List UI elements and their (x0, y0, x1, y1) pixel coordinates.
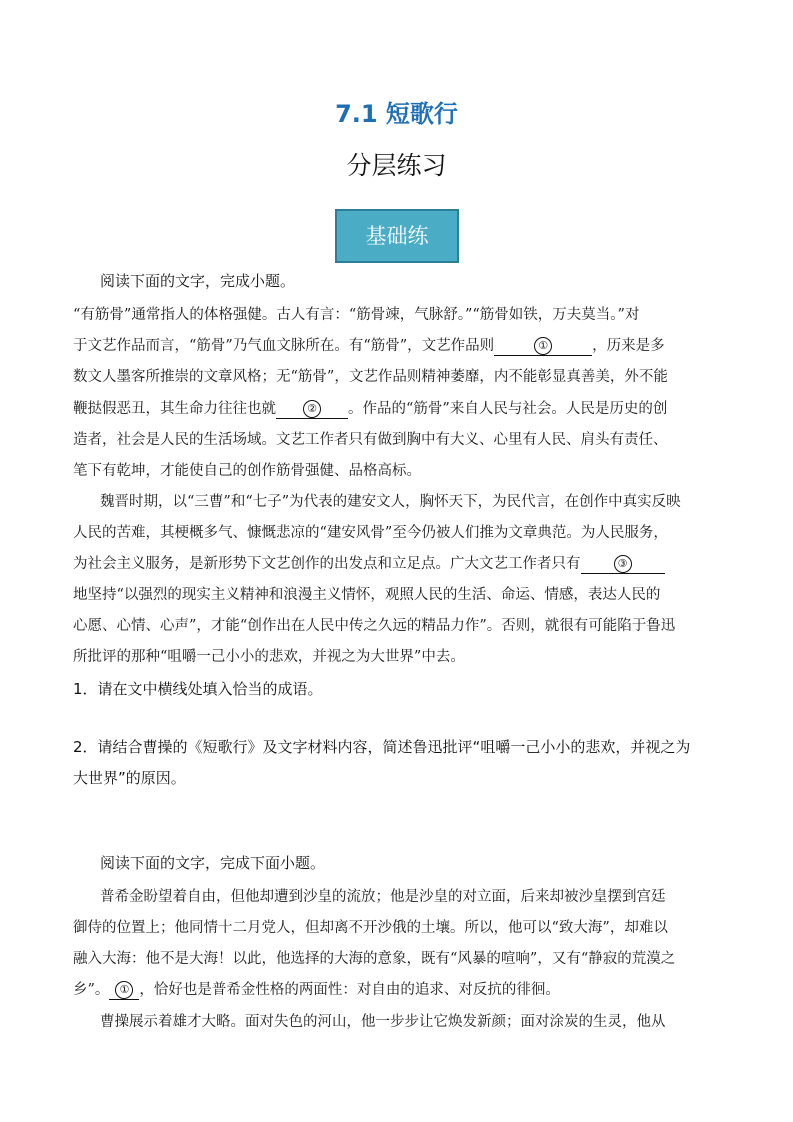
passage-line: 数文人墨客所推崇的文章风格；无“筋骨”，文艺作品则精神萎靡，内不能彰显真善美，外不能 (73, 369, 668, 385)
page-title: 7.1 短歌行 (335, 100, 458, 128)
question-1: 1．请在文中横线处填入恰当的成语。 (73, 680, 323, 698)
passage-line: 魏晋时期，以“三曹”和“七子”为代表的建安文人，胸怀天下，为民代言，在创作中真实反映 (100, 494, 681, 510)
passage-line: 普希金盼望着自由，但他却遭到沙皇的流放；他是沙皇的对立面，后来却被沙皇摆到宫廷 (100, 889, 666, 905)
answer-blank-1[interactable]: ① (494, 337, 592, 356)
answer-blank-s2-1[interactable]: ① (109, 981, 139, 1000)
section1-instruction: 阅读下面的文字，完成小题。 (100, 272, 296, 290)
passage-line: 所批评的那种“咀嚼一己小小的悲欢，并视之为大世界”中去。 (73, 649, 465, 665)
passage-line: 人民的苦难，其梗概多气、慷慨悲凉的“建安风骨”至今仍被人们推为文章典范。为人民服务， (73, 525, 668, 541)
page-subtitle: 分层练习 (346, 151, 447, 180)
passage-line: 于文艺作品而言，“筋骨”乃气血文脉所在。有“筋骨”，文艺作品则 ① ，历来是多 (73, 338, 665, 354)
section2-instruction: 阅读下面的文字，完成下面小题。 (100, 854, 326, 872)
passage-line: 融入大海：他不是大海！以此，他选择的大海的意象，既有“风暴的喧响”，又有“静寂的荒漠之 (73, 951, 676, 967)
answer-blank-2[interactable]: ② (276, 400, 348, 419)
question-2-line2: 大世界”的原因。 (73, 769, 186, 787)
passage-line: 乡”。 ① ，恰好也是普希金性格的两面性：对自由的追求、对反抗的徘徊。 (73, 982, 560, 998)
passage-line: 笔下有乾坤，才能使自己的创作筋骨强健、品格高标。 (73, 463, 421, 479)
level-badge: 基础练 (335, 209, 459, 263)
passage-line: 为社会主义服务，是新形势下文艺创作的出发点和立足点。广大文艺工作者只有 ③ (73, 552, 719, 574)
passage-line: 曹操展示着雄才大略。面对失色的河山，他一步步让它焕发新颜；面对涂炭的生灵，他从 (100, 1014, 666, 1030)
passage-line: “有筋骨”通常指人的体格强健。古人有言：“筋骨竦，气脉舒。”“筋骨如铁，万夫莫当。”对 (73, 307, 640, 323)
passage-line: 鞭挞假恶丑，其生命力往往也就 ② 。作品的“筋骨”来自人民与社会。人民是历史的创 (73, 401, 668, 417)
passage-line: 造者，社会是人民的生活场域。文艺工作者只有做到胸中有大义、心里有人民、肩头有责任、 (73, 432, 668, 448)
answer-blank-3[interactable]: ③ (581, 555, 665, 574)
passage-line: 御侍的位置上；他同情十二月党人，但却离不开沙俄的土壤。所以，他可以“致大海”，却难以 (73, 920, 668, 936)
passage-line: 心愿、心情、心声”，才能“创作出在人民中传之久远的精品力作”。否则，就很有可能陷于鲁迅 (73, 618, 676, 634)
question-2-line1: 2．请结合曹操的《短歌行》及文字材料内容，简述鲁迅批评“咀嚼一己小小的悲欢，并视之为 (73, 738, 691, 756)
passage-line: 地坚持“以强烈的现实主义精神和浪漫主义情怀，观照人民的生活、命运、情感，表达人民的 (73, 587, 661, 603)
